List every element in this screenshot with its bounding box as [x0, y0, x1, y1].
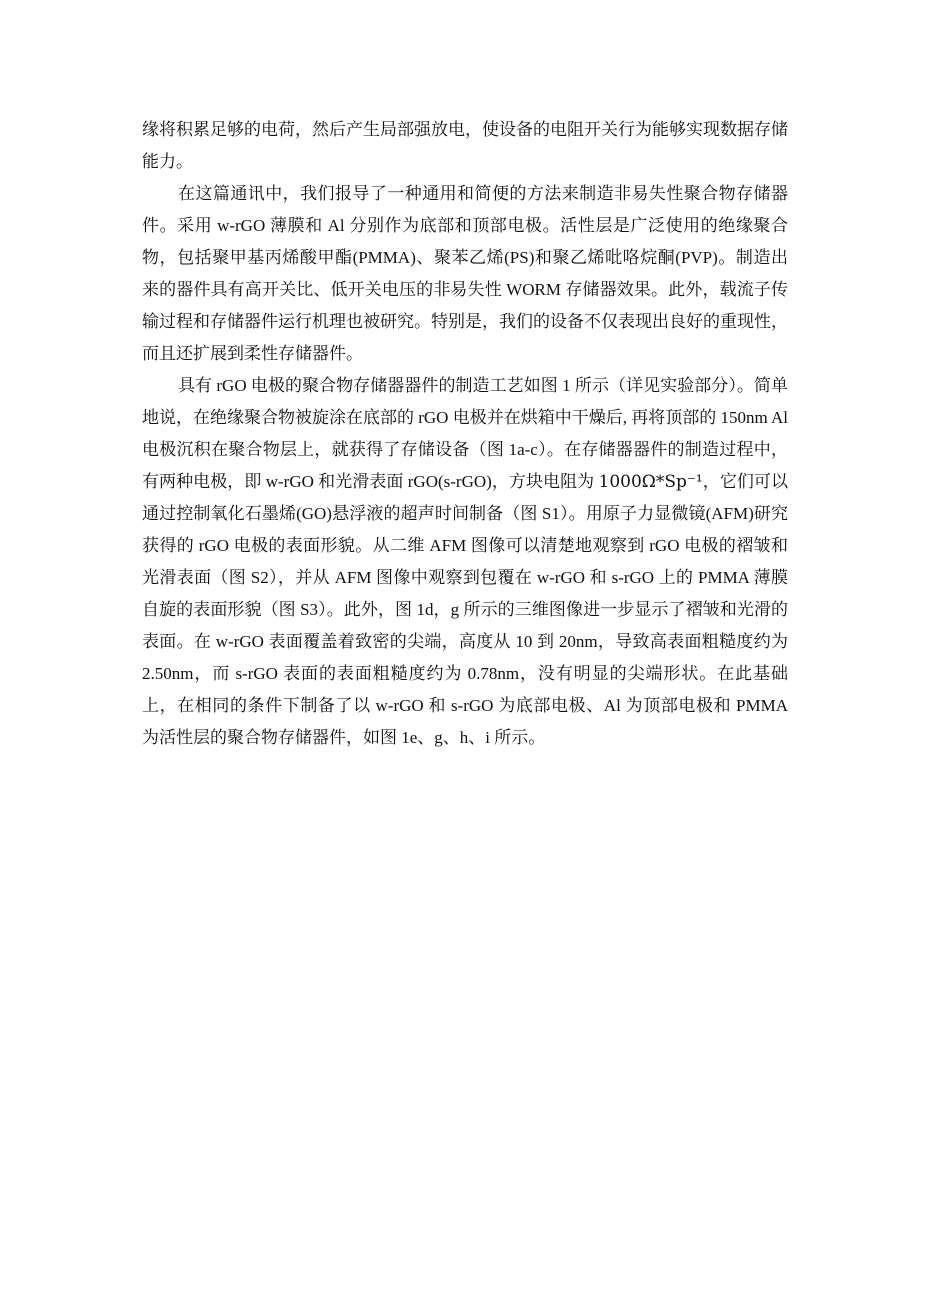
paragraph-communication-overview: 在这篇通讯中，我们报导了一种通用和简便的方法来制造非易失性聚合物存储器件。采用 w-rGO 薄膜和 Al 分别作为底部和顶部电极。活性层是广泛使用的绝缘聚合物，包括聚甲基丙烯酸甲酯(PMMA)、聚苯乙烯(PS)和聚乙烯吡咯烷酮(PVP)。制造出来的器件具有高开关比、低开关电压的非易失性 WORM 存储器效果。此外，载流子传输过程和存储器件运行机理也被研究。特别是，我们的设备不仅表现出良好的重现性，而且还扩展到柔性存储器件。 — [142, 184, 788, 363]
body-text — [142, 114, 788, 754]
paragraph-fabrication-process — [142, 370, 788, 754]
paragraph-fabrication-text-after: ，它们可以通过控制氧化石墨烯(GO)悬浮液的超声时间制备（图 S1）。用原子力显微镜(AFM)研究获得的 rGO 电极的表面形貌。从二维 AFM 图像可以清楚地观察到 rGO 电极的褶皱和光滑表面（图 S2），并从 AFM 图像中观察到包覆在 w-rGO 和 s-rGO 上的 PMMA 薄膜自旋的表面形貌（图 S3）。此外，图 1d，g 所示的三维图像进一步显示了褶皱和光滑的表面。在 w-rGO 表面覆盖着致密的尖端，高度从 10 到 20nm，导致高表面粗糙度约为 2.50nm，而 s-rGO 表面的表面粗糙度约为 0.78nm，没有明显的尖端形状。在此基础上，在相同的条件下制备了以 w-rGO 和 s-rGO 为底部电极、Al 为顶部电极和 PMMA 为活性层的聚合物存储器件，如图 1e、g、h、i 所示。 — [142, 472, 788, 747]
paragraph-fabrication-text-before: 具有 rGO 电极的聚合物存储器器件的制造工艺如图 1 所示（详见实验部分）。简单地说，在绝缘聚合物被旋涂在底部的 rGO 电极并在烘箱中干燥后, 再将顶部的 150nm Al 电极沉积在聚合物层上，就获得了存储设备（图 1a-c）。在存储器器件的制造过程中，有两种电极，即 w-rGO 和光滑表面 rGO(s-rGO)，方块电阻为 — [142, 376, 788, 491]
sheet-resistance-formula: 1000Ω*Sp⁻¹ — [598, 472, 703, 492]
paragraph-continuation: 缘将积累足够的电荷，然后产生局部强放电，使设备的电阻开关行为能够实现数据存储能力。 — [142, 120, 788, 171]
